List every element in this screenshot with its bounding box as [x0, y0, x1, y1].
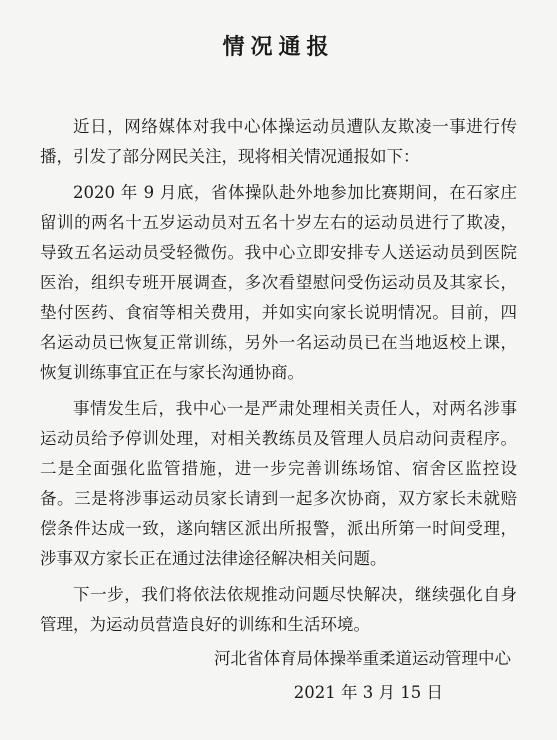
issuing-organization: 河北省体育局体操举重柔道运动管理中心	[214, 649, 511, 668]
paragraph-incident: 2020 年 9 月底，省体操队赴外地参加比赛期间，在石家庄留训的两名十五岁运动员对五名十岁左右的运动员进行了欺凌，导致五名运动员受轻微伤。我中心立即安排专人送运动员到医院医治，组织专班开展调查，多次看望慰问受伤运动员及其家长，垫付医药、食宿等相关费用，并如实向家长说明情况。目前，四名运动员已恢复正常训练，另外一名运动员已在当地返校上课，恢复训练事宜正在与家长沟通协商。	[40, 183, 517, 382]
paragraph-measures: 事情发生后，我中心一是严肃处理相关责任人，对两名涉事运动员给予停训处理，对相关教练员及管理人员启动问责程序。二是全面强化监管措施，进一步完善训练场馆、宿舍区监控设备。三是将涉事运动员家长请到一起多次协商，双方家长未就赔偿条件达成一致，遂向辖区派出所报警，派出所第一时间受理，涉事双方家长正在通过法律途径解决相关问题。	[40, 399, 517, 568]
document-title: 情况通报	[222, 34, 335, 60]
paragraph-intro: 近日，网络媒体对我中心体操运动员遭队友欺凌一事进行传播，引发了部分网民关注，现将相关情况通报如下：	[40, 117, 517, 166]
issue-date: 2021 年 3 月 15 日	[293, 683, 443, 702]
paragraph-next-steps: 下一步，我们将依法依规推动问题尽快解决，继续强化自身管理，为运动员营造良好的训练和生活环境。	[40, 585, 517, 634]
